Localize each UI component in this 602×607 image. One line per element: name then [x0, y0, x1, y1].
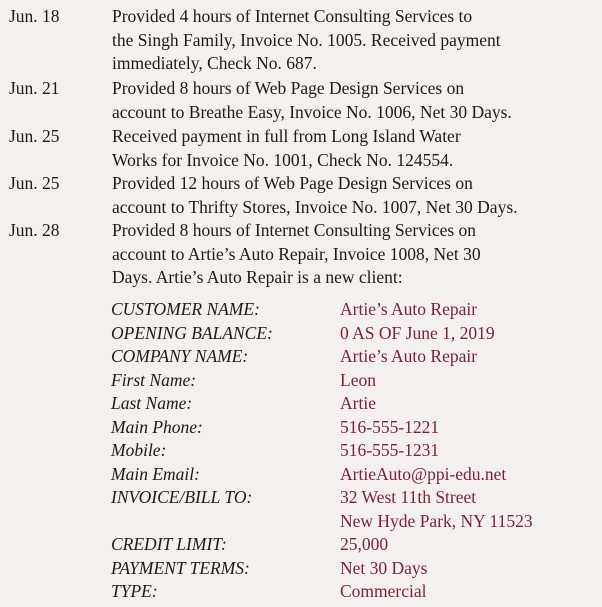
- credit-limit-value: 25,000: [340, 534, 389, 554]
- transaction-date: Jun. 25: [9, 173, 60, 193]
- description-line: the Singh Family, Invoice No. 1005. Received payment: [112, 29, 501, 50]
- description-line: account to Artie’s Auto Repair, Invoice 1008, Net 30: [112, 243, 481, 264]
- main-email-row: [0, 464, 602, 487]
- company-name-row: [0, 346, 602, 369]
- transaction-date: Jun. 21: [9, 78, 60, 98]
- description-line: Provided 8 hours of Web Page Design Services on: [112, 78, 465, 98]
- credit-limit-label: CREDIT LIMIT:: [111, 534, 227, 554]
- description-line: Received payment in full from Long Island Water: [112, 126, 461, 146]
- opening-balance-value: 0 AS OF June 1, 2019: [340, 322, 495, 343]
- transaction-date: Jun. 25: [9, 126, 60, 146]
- transaction-description: [112, 77, 598, 124]
- transaction-description: [112, 172, 598, 219]
- mobile-row: [0, 440, 602, 463]
- type-row: [0, 581, 602, 604]
- invoice-bill-to-label: INVOICE/BILL TO:: [111, 487, 253, 507]
- description-line: Provided 12 hours of Web Page Design Services on: [112, 173, 473, 193]
- invoice-bill-to-line2: New Hyde Park, NY 11523: [340, 510, 533, 531]
- last-name-row: [0, 393, 602, 416]
- invoice-bill-to-row-2: [0, 511, 602, 534]
- payment-terms-row: [0, 558, 602, 581]
- transaction-date: Jun. 18: [9, 6, 60, 26]
- description-line: immediately, Check No. 687.: [112, 53, 317, 73]
- transaction-date: Jun. 28: [9, 220, 60, 240]
- description-line: Days. Artie’s Auto Repair is a new client:: [112, 267, 403, 287]
- main-phone-label: Main Phone:: [111, 416, 203, 437]
- transaction-description: [112, 5, 598, 76]
- mobile-label: Mobile:: [111, 440, 167, 460]
- type-label: TYPE:: [111, 581, 158, 601]
- mobile-value: 516-555-1231: [340, 440, 440, 460]
- first-name-label: First Name:: [111, 369, 197, 390]
- main-email-value: ArtieAuto@ppi-edu.net: [340, 463, 507, 484]
- company-name-label: COMPANY NAME:: [111, 346, 249, 366]
- customer-name-value: Artie’s Auto Repair: [340, 299, 478, 319]
- invoice-bill-to-line1: 32 West 11th Street: [340, 487, 477, 507]
- payment-terms-label: PAYMENT TERMS:: [111, 557, 250, 578]
- opening-balance-row: [0, 323, 602, 346]
- company-name-value: Artie’s Auto Repair: [340, 346, 478, 366]
- opening-balance-label: OPENING BALANCE:: [111, 322, 273, 343]
- last-name-value: Artie: [340, 393, 376, 413]
- invoice-bill-to-row: [0, 487, 602, 510]
- main-email-label: Main Email:: [111, 463, 200, 484]
- customer-name-row: [0, 299, 602, 322]
- last-name-label: Last Name:: [111, 393, 193, 413]
- description-line: Works for Invoice No. 1001, Check No. 124554.: [112, 149, 454, 170]
- description-line: Provided 4 hours of Internet Consulting Services to: [112, 6, 473, 26]
- transaction-description: [112, 125, 598, 172]
- payment-terms-value: Net 30 Days: [340, 557, 428, 578]
- type-value: Commercial: [340, 581, 427, 601]
- main-phone-value: 516-555-1221: [340, 416, 440, 437]
- description-line: Provided 8 hours of Internet Consulting Services on: [112, 220, 477, 240]
- transaction-description: [112, 219, 598, 290]
- description-line: account to Thrifty Stores, Invoice No. 1007, Net 30 Days.: [112, 196, 518, 217]
- credit-limit-row: [0, 534, 602, 557]
- description-line: account to Breathe Easy, Invoice No. 1006, Net 30 Days.: [112, 101, 512, 122]
- customer-name-label: CUSTOMER NAME:: [111, 299, 260, 319]
- main-phone-row: [0, 417, 602, 440]
- first-name-value: Leon: [340, 369, 376, 390]
- first-name-row: [0, 370, 602, 393]
